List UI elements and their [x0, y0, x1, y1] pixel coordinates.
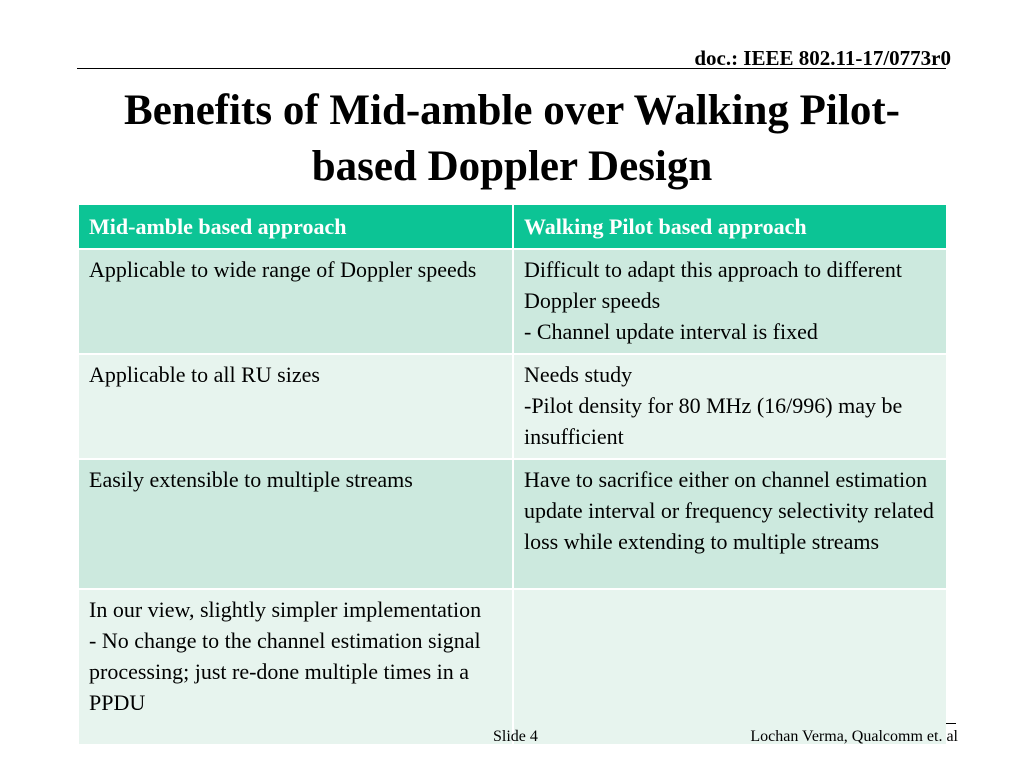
cell-text: Needs study [524, 362, 633, 387]
table-row [78, 249, 947, 354]
table-cell-walking-pilot [513, 459, 947, 589]
cell-text: -Pilot density for 80 MHz (16/996) may be insufficient [524, 393, 903, 449]
column-header-midamble: Mid-amble based approach [78, 204, 513, 249]
table-row [78, 354, 947, 459]
slide-title-line-1: Benefits of Mid-amble over Walking Pilot- [124, 87, 900, 134]
slide-title [60, 83, 964, 195]
table-cell-midamble [78, 354, 513, 459]
column-header-walking-pilot: Walking Pilot based approach [513, 204, 947, 249]
table-cell-midamble [78, 459, 513, 589]
table-cell-walking-pilot [513, 354, 947, 459]
comparison-table [77, 203, 948, 746]
table-cell-walking-pilot [513, 249, 947, 354]
footer-mark [946, 723, 956, 724]
cell-text: Applicable to wide range of Doppler speeds [89, 257, 477, 282]
table-cell-midamble [78, 589, 513, 745]
table-header-row [78, 204, 947, 249]
cell-text: In our view, slightly simpler implementation [89, 597, 482, 622]
cell-text: Easily extensible to multiple streams [89, 467, 413, 492]
table-row [78, 589, 947, 745]
slide-number: Slide 4 [493, 728, 538, 745]
slide-title-line-2: based Doppler Design [311, 143, 713, 190]
table-cell-walking-pilot-empty [513, 589, 947, 745]
cell-text: Difficult to adapt this approach to different Doppler speeds [524, 257, 902, 313]
cell-text: Have to sacrifice either on channel estimation update interval or frequency selectivity related loss while extending to multiple streams [524, 467, 934, 554]
cell-text: Applicable to all RU sizes [89, 362, 320, 387]
cell-text: - Channel update interval is fixed [524, 319, 818, 344]
table-cell-midamble [78, 249, 513, 354]
table-row [78, 459, 947, 589]
document-id: doc.: IEEE 802.11-17/0773r0 [694, 46, 951, 70]
footer-author: Lochan Verma, Qualcomm et. al [750, 728, 958, 745]
header-divider [77, 68, 946, 69]
cell-text: - No change to the channel estimation signal processing; just re-done multiple times in a PPDU [89, 628, 481, 715]
